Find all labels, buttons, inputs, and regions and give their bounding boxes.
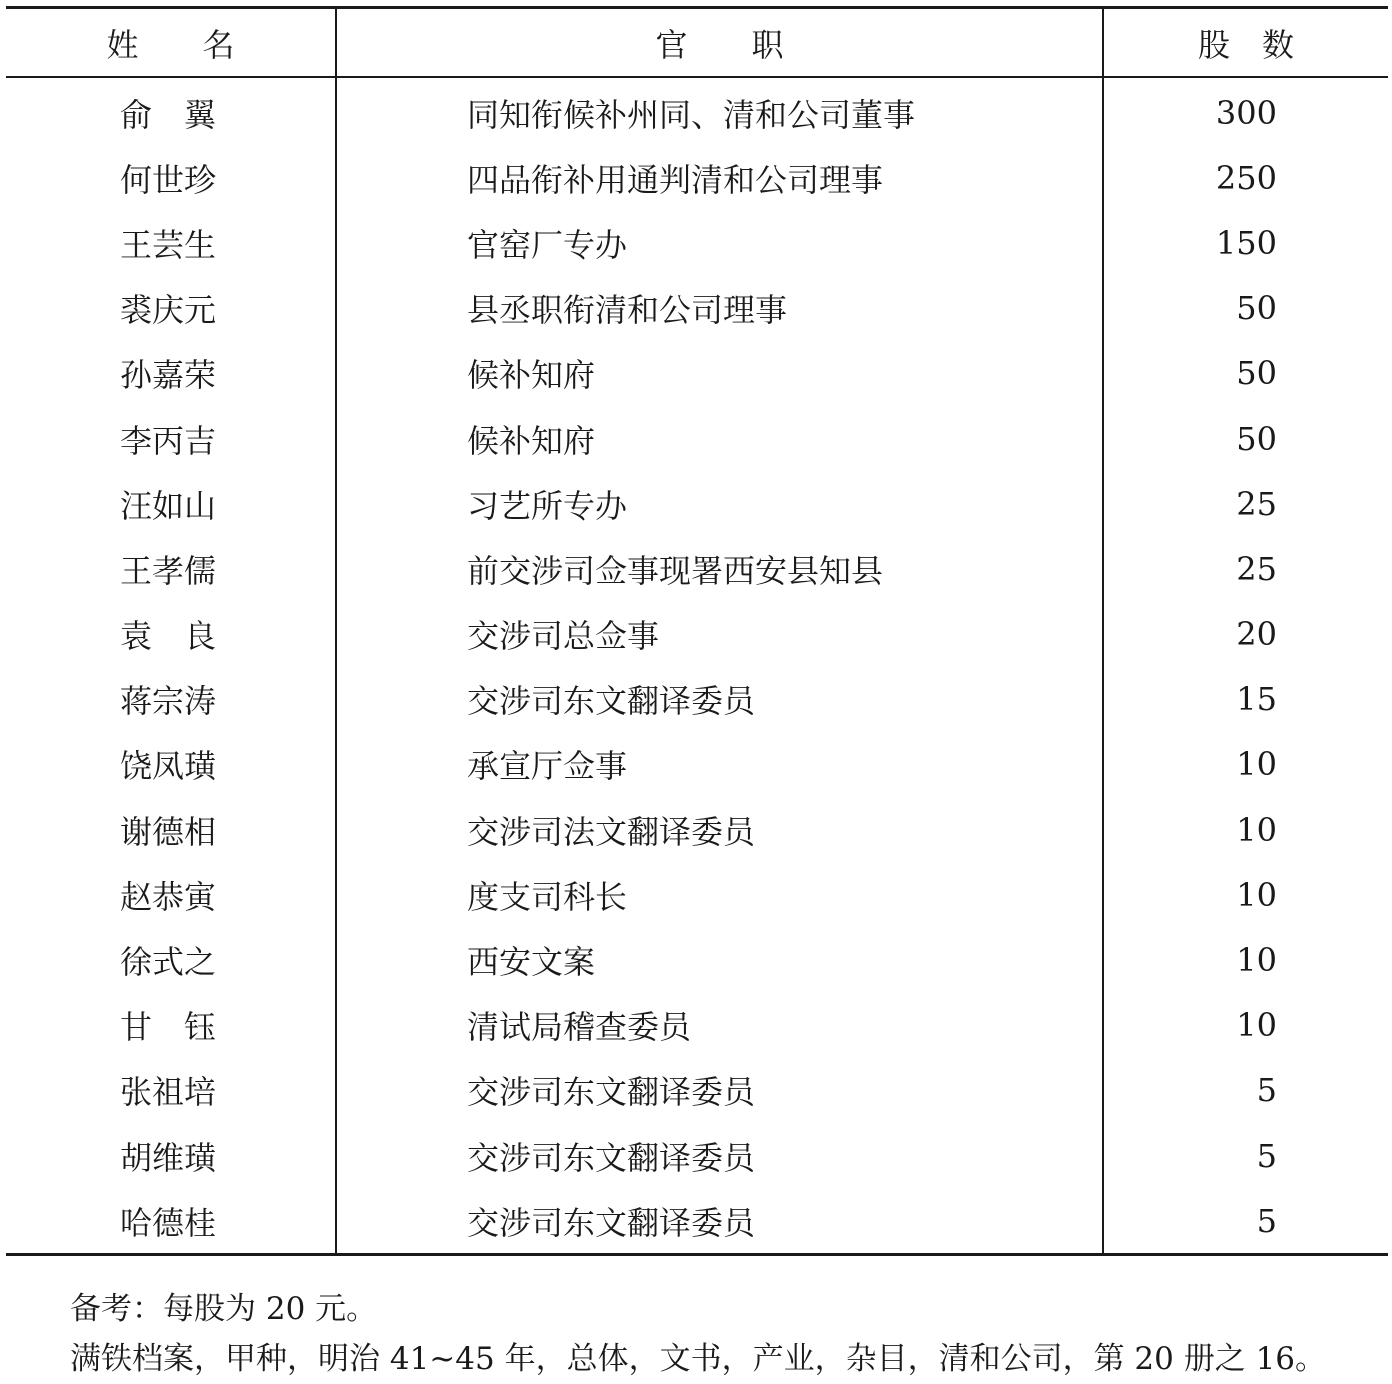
cell-name: 裘庆元: [6, 276, 336, 341]
cell-post: 交涉司总佥事: [336, 602, 1103, 667]
cell-shares: 10: [1236, 810, 1277, 849]
cell-post: 交涉司东文翻译委员: [336, 667, 1103, 732]
cell-shares: 10: [1236, 1006, 1277, 1045]
cell-post: 承宣厅佥事: [336, 732, 1103, 797]
source-note: 满铁档案，甲种，明治 41~45 年，总体，文书，产业，杂目，清和公司，第 20 册之 16。: [70, 1341, 1327, 1377]
cell-shares: 15: [1236, 680, 1277, 719]
table-row: [6, 993, 1388, 1058]
cell-shares: 25: [1236, 484, 1277, 523]
cell-shares: 300: [1215, 93, 1277, 132]
cell-shares: 250: [1215, 158, 1277, 197]
table-row: [6, 210, 1388, 275]
table-row: [6, 602, 1388, 667]
cell-shares: 10: [1236, 875, 1277, 914]
cell-shares: 25: [1236, 549, 1277, 588]
cell-post: 交涉司法文翻译委员: [336, 797, 1103, 862]
table-row: [6, 1123, 1388, 1188]
header-shares: 股 数: [1197, 25, 1294, 64]
table-body: [6, 77, 1388, 1255]
cell-post: 四品衔补用通判清和公司理事: [336, 145, 1103, 210]
cell-post: 交涉司东文翻译委员: [336, 1188, 1103, 1255]
cell-name: 孙嘉荣: [6, 341, 336, 406]
cell-name: 饶凤璜: [6, 732, 336, 797]
cell-name: 王芸生: [6, 210, 336, 275]
cell-name: 谢德相: [6, 797, 336, 862]
cell-post: 候补知府: [336, 341, 1103, 406]
cell-post: 同知衔候补州同、清和公司董事: [336, 77, 1103, 145]
table-row: [6, 276, 1388, 341]
cell-post: 西安文案: [336, 927, 1103, 992]
cell-shares: 20: [1236, 615, 1277, 654]
table-row: [6, 1188, 1388, 1255]
table-row: [6, 341, 1388, 406]
remark-note: 备考：每股为 20 元。: [70, 1291, 378, 1327]
cell-shares: 50: [1236, 289, 1277, 328]
cell-post: 官窑厂专办: [336, 210, 1103, 275]
table-row: [6, 862, 1388, 927]
table-row: [6, 927, 1388, 992]
header-name: 姓 名: [6, 8, 336, 78]
cell-name: 俞 翼: [6, 77, 336, 145]
cell-name: 甘 钰: [6, 993, 336, 1058]
cell-name: 王孝儒: [6, 536, 336, 601]
cell-shares: 10: [1236, 745, 1277, 784]
cell-post: 前交涉司佥事现署西安县知县: [336, 536, 1103, 601]
cell-post: 交涉司东文翻译委员: [336, 1058, 1103, 1123]
table-row: [6, 406, 1388, 471]
header-post: 官 职: [336, 8, 1103, 78]
cell-name: 汪如山: [6, 471, 336, 536]
cell-shares: 10: [1236, 941, 1277, 980]
shareholder-table: [6, 6, 1388, 1256]
cell-post: 习艺所专办: [336, 471, 1103, 536]
table-row: [6, 145, 1388, 210]
table-row: [6, 77, 1388, 145]
cell-name: 徐式之: [6, 927, 336, 992]
cell-shares: 50: [1236, 419, 1277, 458]
table-row: [6, 1058, 1388, 1123]
cell-name: 胡维璜: [6, 1123, 336, 1188]
table-row: [6, 471, 1388, 536]
cell-shares: 150: [1215, 223, 1277, 262]
cell-shares: 5: [1256, 1136, 1277, 1175]
cell-shares: 50: [1236, 354, 1277, 393]
cell-post: 度支司科长: [336, 862, 1103, 927]
cell-post: 候补知府: [336, 406, 1103, 471]
table-row: [6, 732, 1388, 797]
cell-name: 张祖培: [6, 1058, 336, 1123]
cell-name: 李丙吉: [6, 406, 336, 471]
cell-shares: 5: [1256, 1201, 1277, 1240]
table-header-row: [6, 8, 1388, 78]
table-notes: [70, 1284, 1380, 1384]
table-row: [6, 797, 1388, 862]
cell-name: 蒋宗涛: [6, 667, 336, 732]
cell-post: 交涉司东文翻译委员: [336, 1123, 1103, 1188]
table-row: [6, 667, 1388, 732]
cell-shares: 5: [1256, 1071, 1277, 1110]
table-row: [6, 536, 1388, 601]
cell-post: 清试局稽查委员: [336, 993, 1103, 1058]
cell-name: 赵恭寅: [6, 862, 336, 927]
cell-name: 袁 良: [6, 602, 336, 667]
cell-name: 哈德桂: [6, 1188, 336, 1255]
cell-name: 何世珍: [6, 145, 336, 210]
cell-post: 县丞职衔清和公司理事: [336, 276, 1103, 341]
